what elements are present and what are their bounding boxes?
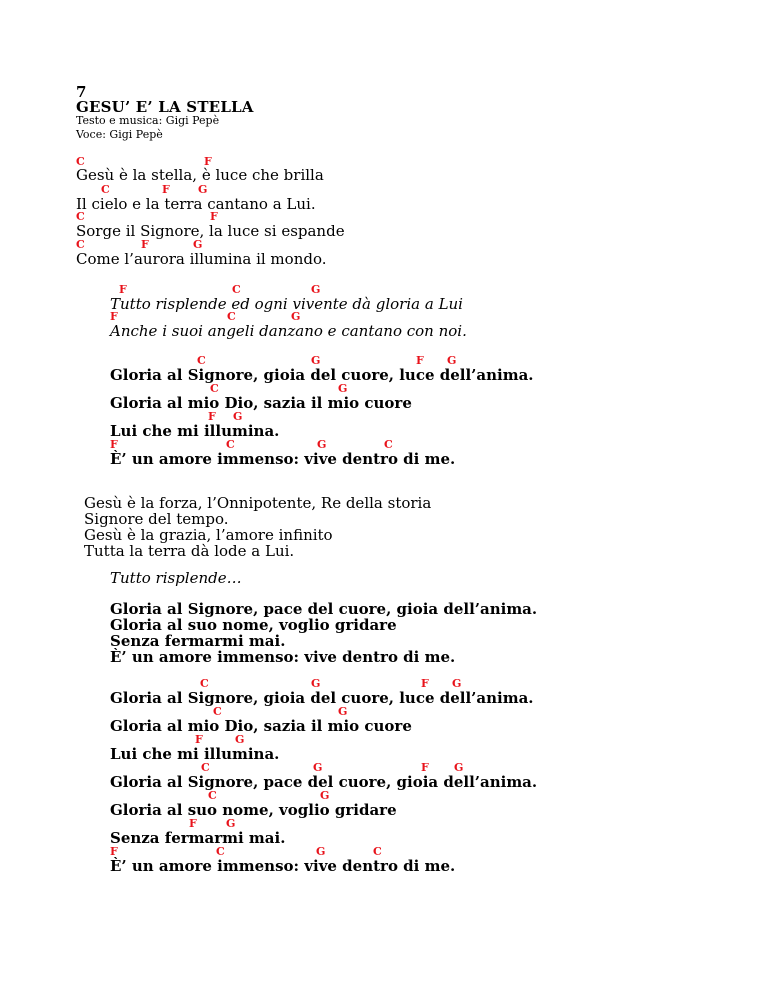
credit-lyrics-music: Testo e musica: Gigi Pepè (76, 114, 220, 127)
chord: G (193, 238, 203, 251)
chord: C (373, 845, 382, 858)
chord: F (416, 354, 424, 367)
prechorus-reference: Tutto risplende… (110, 569, 242, 587)
credit-voice: Voce: Gigi Pepè (76, 128, 163, 141)
chord: F (141, 238, 149, 251)
chord: G (235, 733, 245, 746)
lyric-line: Lui che mi illumina. (110, 422, 280, 440)
chord: C (200, 677, 209, 690)
chord: G (452, 677, 462, 690)
chord: C (210, 382, 219, 395)
lyric-line: Signore del tempo. (84, 510, 229, 528)
lyric-line: Senza fermarmi mai. (110, 829, 286, 847)
chord: G (311, 677, 321, 690)
chord: C (76, 210, 85, 223)
chord: C (226, 438, 235, 451)
lyric-line: Gloria al Signore, gioia del cuore, luce dell’anima. (110, 366, 534, 384)
chord: F (162, 183, 170, 196)
lyric-line: Anche i suoi angeli danzano e cantano con noi. (110, 322, 467, 340)
chord: C (216, 845, 225, 858)
chord: C (101, 183, 110, 196)
lyric-line: Tutta la terra dà lode a Lui. (84, 542, 295, 560)
lyric-line: Come l’aurora illumina il mondo. (76, 250, 327, 268)
song-title: GESU’ E’ LA STELLA (76, 98, 254, 116)
chord: G (198, 183, 208, 196)
chord: F (110, 845, 118, 858)
chord: F (195, 733, 203, 746)
lyric-line: Senza fermarmi mai. (110, 632, 286, 650)
lyric-line: Il cielo e la terra cantano a Lui. (76, 195, 316, 213)
chord: C (201, 761, 210, 774)
lyric-line: Gesù è la grazia, l’amore infinito (84, 526, 333, 544)
chord: C (208, 789, 217, 802)
chord: G (317, 438, 327, 451)
lyric-line: È’ un amore immenso: vive dentro di me. (110, 450, 456, 468)
chord: G (316, 845, 326, 858)
lyric-line: Tutto risplende ed ogni vivente dà gloria a Lui (110, 295, 463, 313)
chord: F (421, 677, 429, 690)
chord: C (213, 705, 222, 718)
chord: C (384, 438, 393, 451)
chord: G (320, 789, 330, 802)
chord: G (313, 761, 323, 774)
chord: F (110, 310, 118, 323)
lyric-line: Gesù è la stella, è luce che brilla (76, 166, 324, 184)
chord: G (338, 705, 348, 718)
lyric-line: Gloria al Signore, gioia del cuore, luce dell’anima. (110, 689, 534, 707)
chord: G (311, 354, 321, 367)
lyric-line: Sorge il Signore, la luce si espande (76, 222, 345, 240)
lyric-line: È’ un amore immenso: vive dentro di me. (110, 648, 456, 666)
chord: G (338, 382, 348, 395)
chord: C (76, 238, 85, 251)
song-number: 7 (76, 83, 87, 101)
lyric-line: Gloria al Signore, pace del cuore, gioia dell’anima. (110, 773, 538, 791)
chord: C (197, 354, 206, 367)
chord: C (227, 310, 236, 323)
lyric-line: È’ un amore immenso: vive dentro di me. (110, 857, 456, 875)
lyric-line: Gesù è la forza, l’Onnipotente, Re della storia (84, 494, 432, 512)
lyric-line: Gloria al Signore, pace del cuore, gioia dell’anima. (110, 600, 538, 618)
chord: G (291, 310, 301, 323)
chord: F (189, 817, 197, 830)
chord: F (204, 155, 212, 168)
chord: G (447, 354, 457, 367)
chord: C (76, 155, 85, 168)
lyric-line: Gloria al mio Dio, sazia il mio cuore (110, 717, 412, 735)
chord: G (233, 410, 243, 423)
lyric-line: Gloria al suo nome, voglio gridare (110, 616, 397, 634)
lyric-line: Gloria al mio Dio, sazia il mio cuore (110, 394, 412, 412)
chord: F (208, 410, 216, 423)
chord: F (110, 438, 118, 451)
chord: F (119, 283, 127, 296)
chord: F (421, 761, 429, 774)
lyric-line: Lui che mi illumina. (110, 745, 280, 763)
lyric-line: Gloria al suo nome, voglio gridare (110, 801, 397, 819)
chord: F (210, 210, 218, 223)
chord: G (454, 761, 464, 774)
chord: C (232, 283, 241, 296)
chord: G (311, 283, 321, 296)
chord: G (226, 817, 236, 830)
